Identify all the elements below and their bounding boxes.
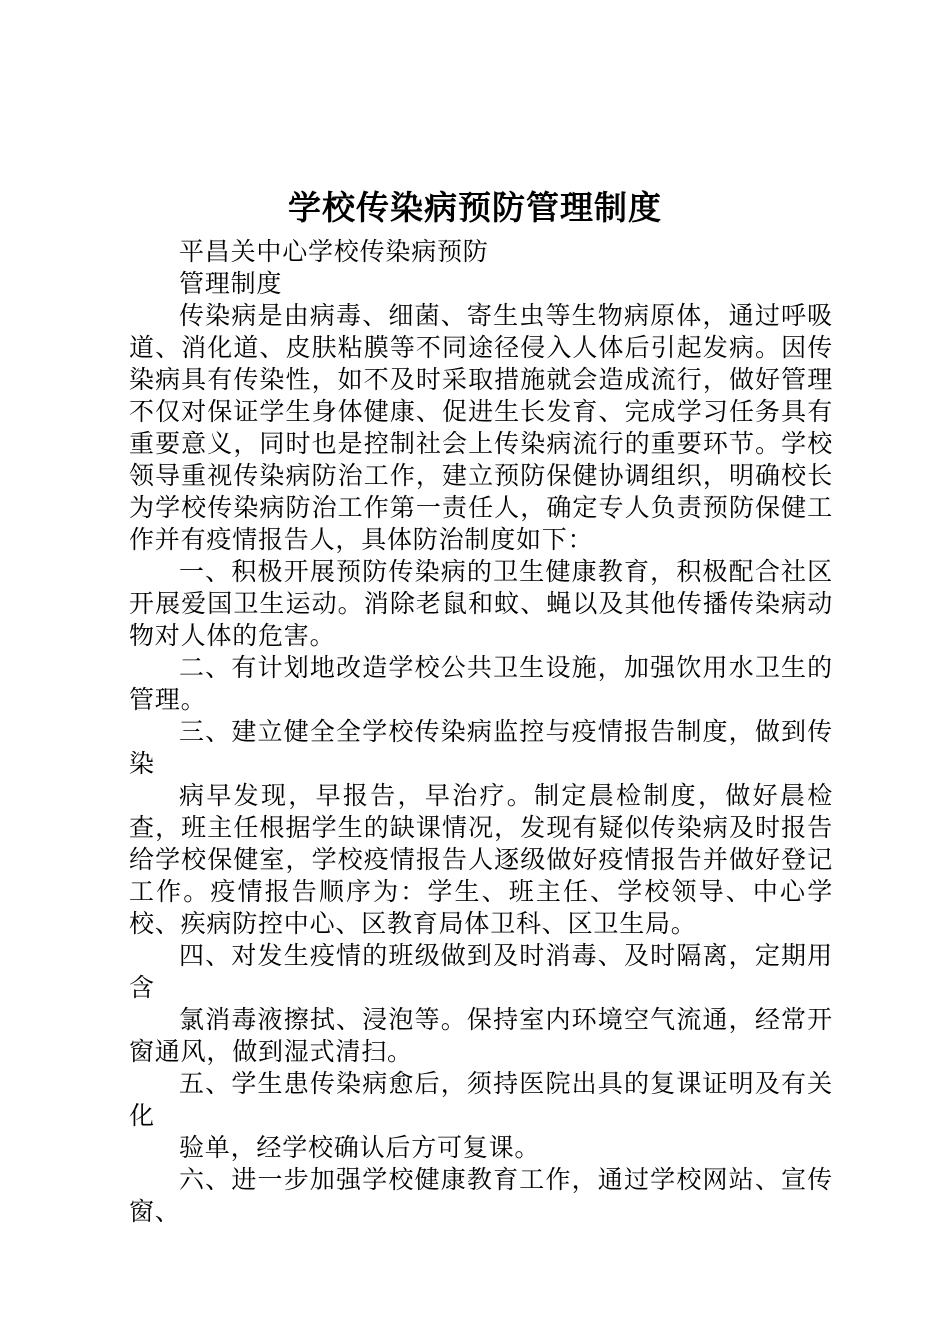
paragraph: 五、学生患传染病愈后，须持医院出具的复课证明及有关化 xyxy=(129,1069,833,1130)
paragraph: 六、进一步加强学校健康教育工作，通过学校网站、宣传窗、 xyxy=(129,1165,833,1226)
paragraph: 验单，经学校确认后方可复课。 xyxy=(179,1133,541,1162)
paragraph: 四、对发生疫情的班级做到及时消毒、及时隔离，定期用含 xyxy=(129,941,833,1002)
paragraph: 三、建立健全全学校传染病监控与疫情报告制度，做到传染 xyxy=(129,717,833,778)
paragraph: 二、有计划地改造学校公共卫生设施，加强饮用水卫生的管理。 xyxy=(129,653,833,714)
paragraph: 管理制度 xyxy=(179,269,283,298)
document-title: 学校传染病预防管理制度 xyxy=(288,188,662,227)
paragraph: 平昌关中心学校传染病预防 xyxy=(179,237,489,266)
document-body xyxy=(129,236,833,1228)
paragraph: 一、积极开展预防传染病的卫生健康教育，积极配合社区开展爱国卫生运动。消除老鼠和蚊、蝇以及其他传播传染病动物对人体的危害。 xyxy=(129,557,833,650)
paragraph: 氯消毒液擦拭、浸泡等。保持室内环境空气流通，经常开窗通风，做到湿式清扫。 xyxy=(129,1005,833,1066)
paragraph: 传染病是由病毒、细菌、寄生虫等生物病原体，通过呼吸道、消化道、皮肤粘膜等不同途径侵入人体后引起发病。因传染病具有传染性，如不及时采取措施就会造成流行，做好管理不仅对保证学生身体健康、促进生长发育、完成学习任务具有重要意义，同时也是控制社会上传染病流行的重要环节。学校领导重视传染病防治工作，建立预防保健协调组织，明确校长为学校传染病防治工作第一责任人，确定专人负责预防保健工作并有疫情报告人，具体防治制度如下： xyxy=(129,301,833,554)
paragraph: 病早发现，早报告，早治疗。制定晨检制度，做好晨检查，班主任根据学生的缺课情况，发现有疑似传染病及时报告给学校保健室，学校疫情报告人逐级做好疫情报告并做好登记工作。疫情报告顺序为：学生、班主任、学校领导、中心学校、疾病防控中心、区教育局体卫科、区卫生局。 xyxy=(129,781,833,938)
